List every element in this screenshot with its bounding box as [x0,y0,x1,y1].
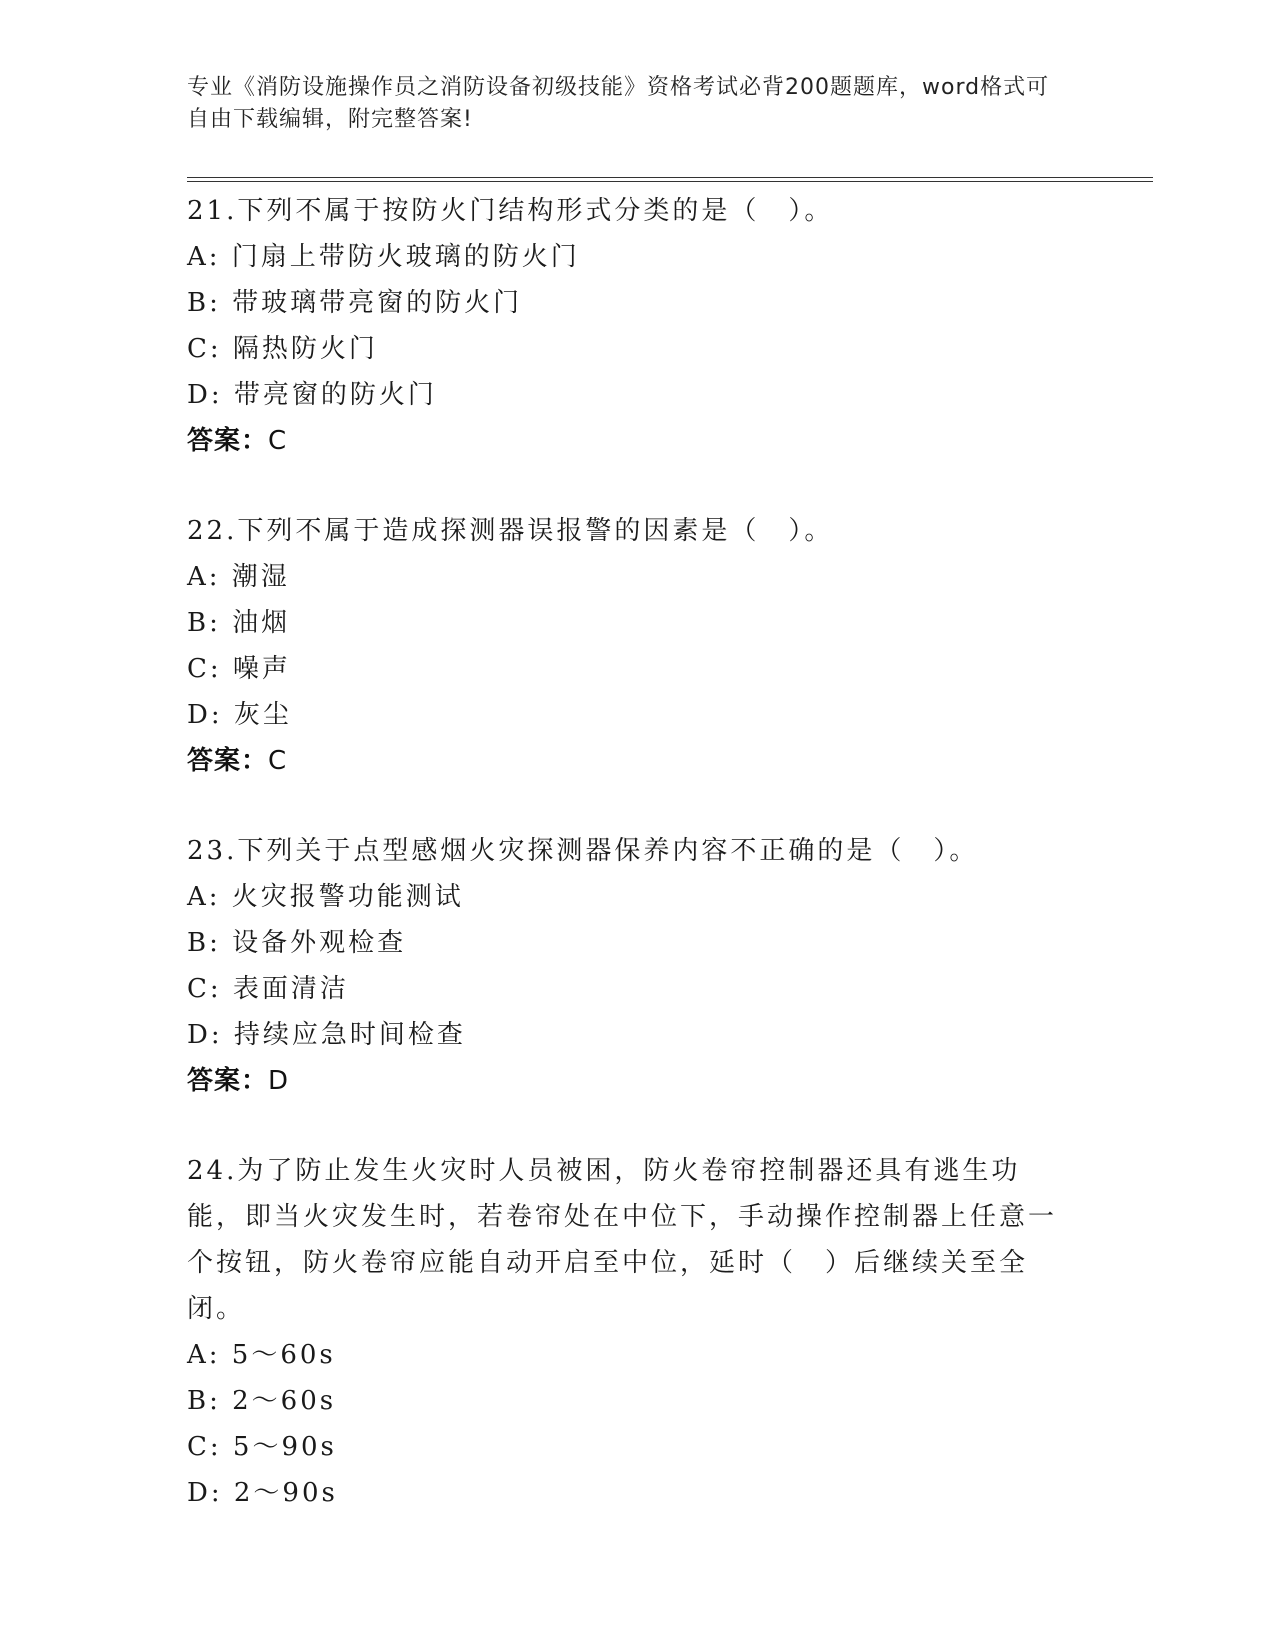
answer-value: C [268,746,288,776]
option-a: A: 火灾报警功能测试 [187,882,464,912]
answer-line [187,418,1067,464]
answer-value: C [268,426,288,456]
header-divider-top [187,177,1153,178]
option-d: D: 灰尘 [187,700,292,730]
option-d: D: 持续应急时间检查 [187,1020,466,1050]
question-24 [187,1148,1067,1516]
option-a: A: 5～60s [187,1340,336,1370]
option-c: C: 隔热防火门 [187,334,378,364]
question-stem: 24.为了防止发生火灾时人员被困，防火卷帘控制器还具有逃生功能，即当火灾发生时，若卷帘处在中位下，手动操作控制器上任意一个按钮，防火卷帘应能自动开启至中位，延时（ ）后继续关至全闭。 [187,1156,1058,1324]
option-c: C: 表面清洁 [187,974,349,1004]
answer-line [187,1058,1067,1104]
option-c: C: 5～90s [187,1432,337,1462]
question-23 [187,828,1067,1104]
answer-value: D [268,1066,290,1096]
question-stem: 22.下列不属于造成探测器误报警的因素是（ ）。 [187,516,834,546]
option-b: B: 设备外观检查 [187,928,407,958]
option-b: B: 带玻璃带亮窗的防火门 [187,288,523,318]
question-22 [187,508,1067,784]
question-stem: 21.下列不属于按防火门结构形式分类的是（ ）。 [187,196,834,226]
answer-label: 答案： [187,426,269,456]
header-divider-bottom [187,181,1153,182]
option-b: B: 油烟 [187,608,291,638]
answer-line [187,738,1067,784]
option-a: A: 门扇上带防火玻璃的防火门 [187,242,580,272]
option-a: A: 潮湿 [187,562,290,592]
answer-label: 答案： [187,746,269,776]
option-d: D: 2～90s [187,1478,338,1508]
document-header: 专业《消防设施操作员之消防设备初级技能》资格考试必背200题题库，word格式可自由下载编辑，附完整答案! [187,75,1050,132]
option-d: D: 带亮窗的防火门 [187,380,437,410]
question-21 [187,188,1067,464]
answer-label: 答案： [187,1066,269,1096]
option-c: C: 噪声 [187,654,291,684]
option-b: B: 2～60s [187,1386,337,1416]
question-stem: 23.下列关于点型感烟火灾探测器保养内容不正确的是（ ）。 [187,836,979,866]
